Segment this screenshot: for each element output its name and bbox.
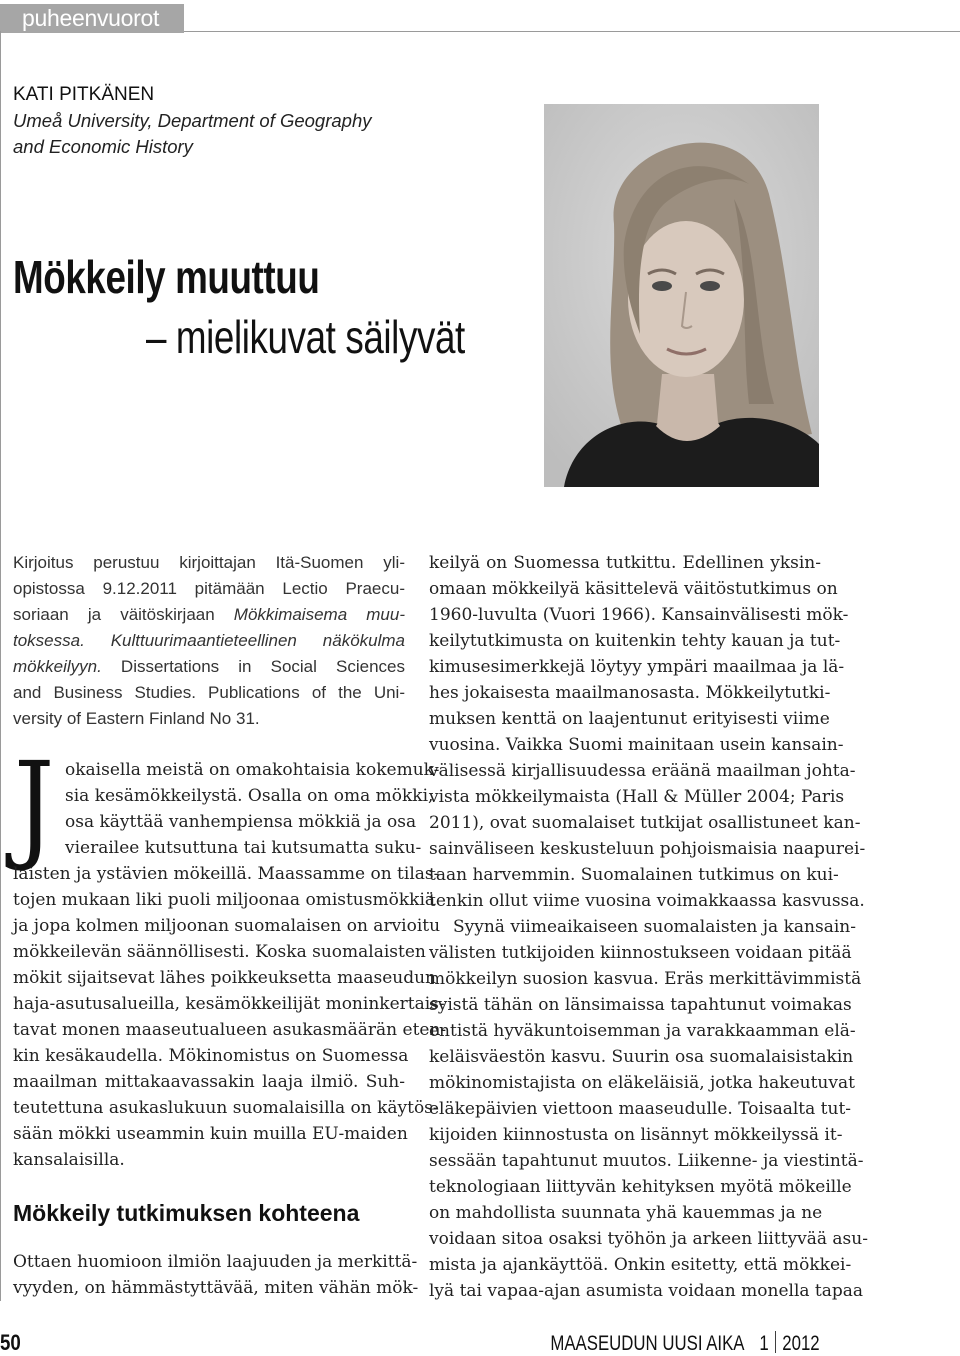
body-line: keläisväestön kasvu. Suurin osa suomalaisistakin	[429, 1047, 854, 1067]
intro-line: toksessa. Kulttuurimaantieteellinen näkökulma	[13, 631, 405, 650]
body-line: välisten tutkijoiden kiinnostukseen voidaan pitää	[429, 943, 852, 963]
body-line: vierailee kutsuttuna tai kutsumatta suku-	[65, 838, 422, 858]
body-line: syistä tähän on länsimaissa tapahtunut voimakas	[429, 995, 852, 1015]
body-line: mökit sijaitsevat lähes poikkeuksetta maaseudun	[13, 968, 436, 988]
page-number: 50	[0, 1330, 21, 1355]
intro-line: Kirjoitus perustuu kirjoittajan Itä-Suomen yli-	[13, 553, 405, 572]
body-left-paragraph	[13, 861, 447, 1173]
body-line: osa käyttää vanhempiensa mökkiä ja osa	[65, 812, 417, 832]
dropcap-paragraph	[65, 757, 440, 861]
affiliation-line: Umeå University, Department of Geography	[13, 110, 372, 131]
body-line: 1960-luvulta (Vuori 1966). Kansainvälisesti mök-	[429, 605, 849, 625]
author-photo	[544, 104, 819, 487]
article-title: Mökkeily muuttuu	[13, 251, 320, 303]
article-intro	[13, 550, 405, 732]
intro-line	[13, 602, 405, 628]
body-line: 2011), ovat suomalaiset tutkijat osallistuneet kan-	[429, 813, 861, 833]
body-line: kijoiden kiinnostusta on lisännyt mökkeilyssä it-	[429, 1125, 843, 1145]
body-line: vyyden, on hämmästyttävää, miten vähän mök-	[13, 1278, 419, 1298]
body-line: keilyä on Suomessa tutkittu. Edellinen yksin-	[429, 553, 821, 573]
body-line: voidaan sitoa osaksi työhön ja arkeen liittyvää asu-	[429, 1229, 868, 1249]
section-paragraph	[13, 1249, 419, 1301]
publication-footer	[551, 1331, 820, 1356]
body-line: vista mökkeilymaista (Hall & Müller 2004; Paris	[429, 787, 845, 807]
body-line: vuosina. Vaikka Suomi mainitaan usein kansain-	[429, 735, 844, 755]
publication-name: MAASEUDUN UUSI AIKA	[550, 1332, 744, 1355]
body-line: sia kesämökkeilystä. Osalla on oma mökki,	[65, 786, 434, 806]
left-margin-rule	[0, 31, 1, 1301]
intro-line	[13, 654, 405, 680]
header-rule	[184, 31, 960, 32]
body-line: välisessä kirjallisuudessa eräänä maailman johta-	[429, 761, 856, 781]
body-line: entistä hyväkuntoisemman ja varakkaamman elä-	[429, 1021, 856, 1041]
author-name: KATI PITKÄNEN	[13, 84, 155, 105]
body-line: sessään tapahtunut muutos. Liikenne- ja viestintä-	[429, 1151, 864, 1171]
intro-line: versity of Eastern Finland No 31.	[13, 709, 260, 728]
intro-text: Dissertations in Social Sciences	[101, 657, 405, 676]
section-tab: puheenvuorot	[0, 4, 184, 33]
body-line: haja-asutusalueilla, kesämökkeilijät moninkertais-	[13, 994, 445, 1014]
body-line: hes jokaisesta maailmanosasta. Mökkeilytutki-	[429, 683, 831, 703]
portrait-photo-icon	[544, 104, 819, 487]
intro-text: soriaan ja väitöskirjaan	[13, 605, 234, 624]
intro-book-title: Mökkimaisema muu-	[233, 605, 405, 624]
body-line: okaisella meistä on omakohtaisia kokemuk-	[65, 760, 440, 780]
issue-number: 1	[759, 1332, 770, 1355]
footer-separator	[775, 1331, 776, 1353]
body-line: kansalaisilla.	[13, 1150, 125, 1170]
body-line: omaan mökkeilyä käsittelevä väitöstutkimus on	[429, 579, 838, 599]
intro-book-title: mökkeilyyn.	[13, 657, 102, 676]
body-line: sainväliseen keskusteluun pohjoismaisia naapurei-	[429, 839, 866, 859]
publication-year: 2012	[782, 1332, 820, 1355]
body-line: ja jopa kolmen miljoonan suomalaisen on arvioitu	[13, 916, 441, 936]
intro-line: and Business Studies. Publications of the Uni-	[13, 683, 405, 702]
body-line: on mahdollista suunnata yhä kauemmas ja ne	[429, 1203, 823, 1223]
body-right-column	[429, 550, 868, 1304]
drop-cap: J	[14, 736, 55, 874]
body-line: mökkeilyn suosion kasvua. Eräs merkittävimmistä	[429, 969, 862, 989]
section-heading: Mökkeily tutkimuksen kohteena	[13, 1200, 360, 1226]
body-line: teutettuna asukaslukuun suomalaisilla on käytös-	[13, 1098, 439, 1118]
body-line: tavat monen maaseutualueen asukasmäärän eten-	[13, 1020, 447, 1040]
body-line: taan harvemmin. Suomalainen tutkimus on kui-	[429, 865, 839, 885]
body-line: kimusesimerkkejä löytyy ympäri maailmaa ja lä-	[429, 657, 845, 677]
body-line: muksen kenttä on laajentunut erityisesti viime	[429, 709, 830, 729]
body-line: Ottaen huomioon ilmiön laajuuden ja merkittä-	[13, 1252, 418, 1272]
body-line: maailman mittakaavassakin laaja ilmiö. Suh-	[13, 1072, 405, 1092]
body-line: tojen mukaan liki puoli miljoonaa omistusmökkiä	[13, 890, 436, 910]
article-subtitle: – mielikuvat säilyvät	[146, 311, 465, 363]
body-line: tenkin ollut viime vuosina voimakkaassa kasvussa.	[429, 891, 865, 911]
affiliation-line: and Economic History	[13, 136, 193, 157]
body-line: lyä tai vapaa-ajan asumista voidaan monella tapaa	[429, 1281, 864, 1301]
intro-line: opistossa 9.12.2011 pitämään Lectio Praecu-	[13, 579, 405, 598]
body-line: eläkepäivien viettoon maaseudulle. Toisaalta tut-	[429, 1099, 852, 1119]
body-line: mökkeilevän säännöllisesti. Koska suomalaisten	[13, 942, 426, 962]
body-line: Syynä viimeaikaiseen suomalaisten ja kansain-	[453, 917, 856, 937]
body-line: kin kesäkaudella. Mökinomistus on Suomessa	[13, 1046, 409, 1066]
body-line: mökinomistajista on eläkeläisiä, jotka hakeutuvat	[429, 1073, 855, 1093]
body-line: laisten ja ystävien mökeillä. Maassamme on tilas-	[13, 864, 440, 884]
body-line: keilytutkimusta on kuitenkin tehty kauan ja tut-	[429, 631, 841, 651]
body-line: mista ja ajankäyttöä. Onkin esitetty, että mökkei-	[429, 1255, 852, 1275]
author-affiliation	[13, 108, 433, 160]
body-line: teknologiaan liittyvän kehityksen myötä mökeille	[429, 1177, 852, 1197]
body-line: sään mökki useammin kuin muilla EU-maiden	[13, 1124, 408, 1144]
